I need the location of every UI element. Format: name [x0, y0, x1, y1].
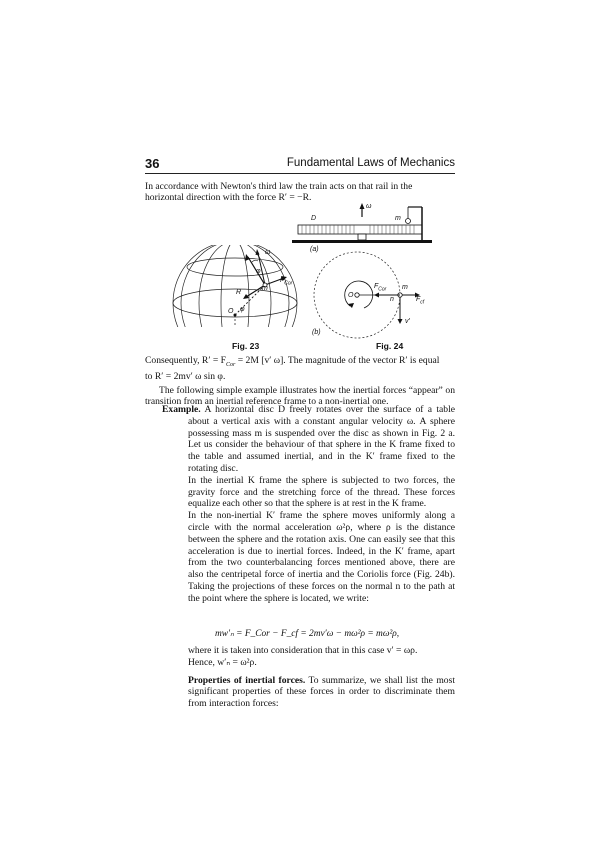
properties-text: To summarize, we shall list the most significant properties of these forces in order to discriminate them from interaction forces: [188, 674, 455, 710]
label-m-a: m [395, 215, 401, 222]
label-fcor-24: $F_{Cor}$ [374, 283, 387, 293]
simple-example-paragraph: The following simple example illustrates how the inertial forces “appear” on transition from an inertial reference frame to a non-inertial one. [145, 384, 455, 407]
where-line: where it is taken into consideration that in this case v′ = ωρ. [188, 645, 418, 656]
intro-line-1: In accordance with Newton's third law the train acts on that rail in the [145, 181, 413, 192]
figure-24b [312, 250, 425, 342]
label-v-prime: v′ [405, 318, 410, 325]
label-m-24: m [402, 284, 408, 291]
label-m-23: m [262, 285, 268, 292]
example-block [162, 404, 455, 605]
label-O-24: O [348, 292, 354, 299]
consequently-line-2: to R′ = 2mv′ ω sin φ. [145, 370, 226, 382]
page-number: 36 [145, 156, 160, 171]
example-label: Example. [162, 404, 201, 415]
intro-line-2: horizontal direction with the force R′ = −R. [145, 192, 312, 203]
label-O-23: O [228, 308, 234, 315]
label-phi-bottom: φ [240, 306, 245, 313]
equation-line: mw′ₙ = F_Cor − F_cf = 2mv′ω − mω²ρ = mω²ρ, [215, 629, 400, 639]
intro-paragraph [145, 181, 455, 203]
example-text: A horizontal disc D freely rotates over the surface of a table about a vertical axis with a constant angular velocity ω. A sphere possessing mass m is suspended over the disc as shown in Fig. 2 a. Let us consider the behaviour of that sphere in the K frame fixed to the table and assumed inertial, and in the K′ frame fixed to the rotating disc. [188, 404, 455, 474]
hence-line: Hence, w′ₙ = ω²ρ. [188, 656, 257, 668]
consequently-paragraph: Consequently, $R' = F_{Cor} = 2M$ [v′ ω]. The magnitude of the vector R′ is equal to R′ = 2mv′ ω sin φ. The following simple example illustrates how the inertial forces “appear” on transition from an inertial reference frame to a non-inertial one. [145, 355, 455, 407]
label-fcf: $F_{cf}$ [416, 296, 425, 306]
label-phi-top: φ [256, 268, 261, 275]
consequently-line-1: Consequently, R′ = F [145, 355, 226, 366]
properties-label: Properties of inertial forces. [188, 674, 306, 686]
label-n: n [390, 296, 394, 303]
figure-23-globe [170, 245, 300, 340]
label-D: D [311, 215, 317, 222]
label-omega-a: ω [366, 203, 372, 210]
label-a: (a) [310, 246, 319, 253]
inertial-frame-paragraph: In the inertial K frame the sphere is subjected to two forces, the gravity force and the stretching force of the thread. These forces equalize each other so that the sphere is at rest in the K frame. [188, 474, 455, 510]
label-omega-23: ω [265, 249, 271, 256]
closing-block [162, 645, 455, 710]
label-b: (b) [312, 329, 321, 336]
label-fcor-23: $F_{Cor}$ [280, 277, 293, 287]
label-R: R [236, 289, 242, 296]
fig24-caption: Fig. 24 [376, 341, 404, 351]
running-title: Fundamental Laws of Mechanics [286, 157, 455, 169]
noninertial-frame-paragraph: In the non-inertial K′ frame the sphere moves uniformly along a circle with the normal acceleration ω²ρ, where ρ is the distance between the sphere and the rotation axis. One can easily see that this acceleration is due to inertial forces. Indeed, in the K′ frame, apart from the two counterbalancing forces mentioned above, there are also the centripetal force of inertia and the Coriolis force (Fig. 24b). Taking the projections of these forces on the normal n to the path at the point where the sphere is located, we write: [188, 510, 455, 604]
header-rule [145, 173, 455, 174]
fig23-caption: Fig. 23 [232, 341, 260, 351]
